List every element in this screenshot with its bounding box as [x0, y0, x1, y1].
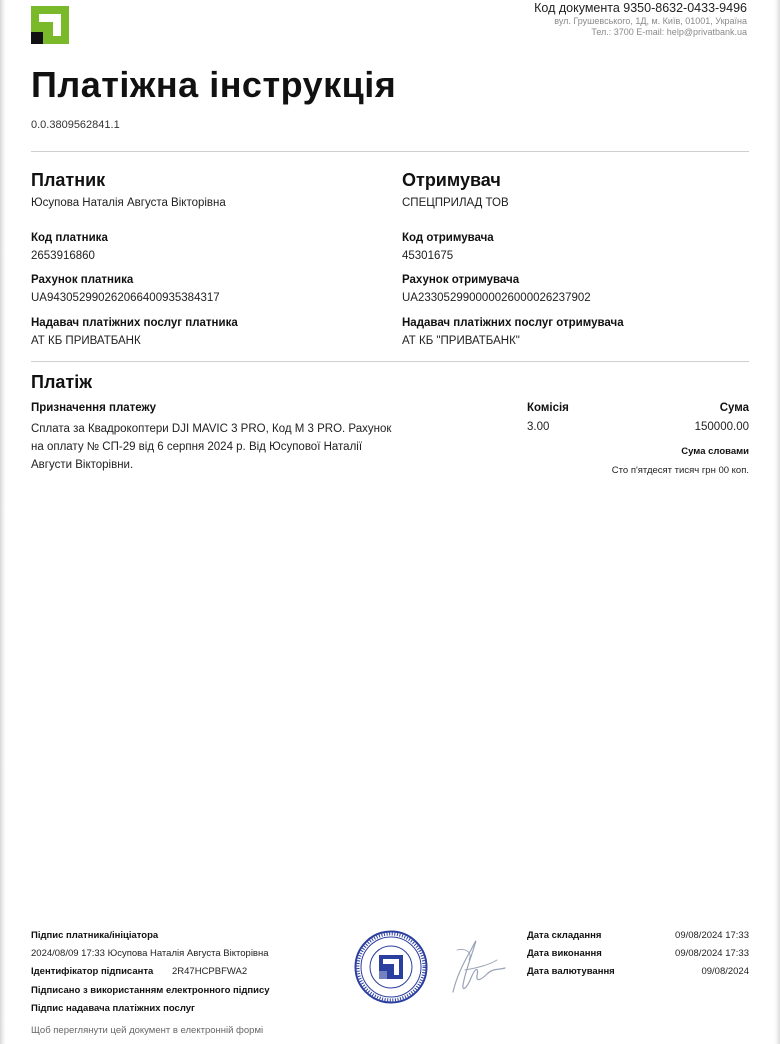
page-title: Платіжна інструкція	[31, 64, 397, 105]
commission-value: 3.00	[527, 421, 550, 433]
e-signature-note: Підписано з використанням електронного підпису	[31, 985, 270, 996]
provider-signature-label: Підпис надавача платіжних послуг	[31, 1003, 195, 1014]
payment-heading: Платіж	[31, 372, 92, 392]
recipient-heading: Отримувач	[402, 170, 501, 190]
date-executed-value: 09/08/2024 17:33	[675, 948, 749, 959]
page-edge-right	[774, 0, 780, 1044]
document-code: Код документа 9350-8632-0433-9496	[534, 1, 747, 15]
recipient-code: 45301675	[402, 250, 454, 262]
recipient-provider: АТ КБ "ПРИВАТБАНК"	[402, 335, 520, 347]
sum-words-label: Сума словами	[681, 446, 749, 457]
recipient-provider-label: Надавач платіжних послуг отримувача	[402, 317, 624, 329]
payer-account: UA943052990262066400935384317	[31, 292, 220, 304]
sum-value: 150000.00	[694, 421, 749, 433]
divider-middle	[31, 361, 749, 362]
recipient-name: СПЕЦПРИЛАД ТОВ	[402, 197, 509, 209]
privatbank-logo-icon	[31, 6, 69, 44]
signer-id-label: Ідентифікатор підписанта	[31, 966, 154, 977]
electronic-view-note: Щоб переглянути цей документ в електронній формі	[31, 1025, 264, 1036]
payer-code: 2653916860	[31, 250, 95, 262]
recipient-code-label: Код отримувача	[402, 232, 494, 244]
payer-heading: Платник	[31, 170, 106, 190]
payer-account-label: Рахунок платника	[31, 274, 134, 286]
recipient-account: UA233052990000026000026237902	[402, 292, 591, 304]
purpose-label: Призначення платежу	[31, 402, 157, 414]
payer-code-label: Код платника	[31, 232, 108, 244]
divider-top	[31, 151, 749, 152]
signer-id: 2R47HCPBFWA2	[172, 966, 248, 977]
date-created-value: 09/08/2024 17:33	[675, 930, 749, 941]
sum-words-value: Сто п'ятдесят тисяч грн 00 коп.	[611, 465, 749, 476]
document-number: 0.0.3809562841.1	[31, 119, 120, 131]
payer-provider: АТ КБ ПРИВАТБАНК	[31, 335, 141, 347]
date-value-value: 09/08/2024	[701, 966, 749, 977]
signer-value: 2024/08/09 17:33 Юсупова Наталія Августа Вікторівна	[31, 948, 269, 959]
page-edge-left	[0, 0, 6, 1044]
payer-provider-label: Надавач платіжних послуг платника	[31, 317, 238, 329]
signer-label: Підпис платника/ініціатора	[31, 930, 159, 941]
date-created-label: Дата складання	[527, 930, 602, 941]
payer-name: Юсупова Наталія Августа Вікторівна	[31, 197, 226, 209]
commission-label: Комісія	[527, 402, 569, 414]
bank-address: вул. Грушевського, 1Д, м. Київ, 01001, Україна	[554, 16, 747, 26]
purpose-text: Сплата за Квадрокоптери DJI MAVIC 3 PRO, Код M 3 PRO. Рахунок на оплату № СП-29 від 6 серпня 2024 р. Від Юсупової Наталії Августи Вікторівни.	[31, 423, 392, 471]
sum-label: Сума	[719, 402, 749, 414]
bank-address-block	[554, 16, 747, 38]
bank-seal-icon	[354, 930, 428, 1004]
recipient-account-label: Рахунок отримувача	[402, 274, 520, 286]
date-executed-label: Дата виконання	[527, 948, 602, 959]
bank-contacts: Тел.: 3700 E-mail: help@privatbank.ua	[591, 27, 747, 37]
handwritten-signature-icon	[435, 930, 510, 1000]
date-value-label: Дата валютування	[527, 966, 615, 977]
